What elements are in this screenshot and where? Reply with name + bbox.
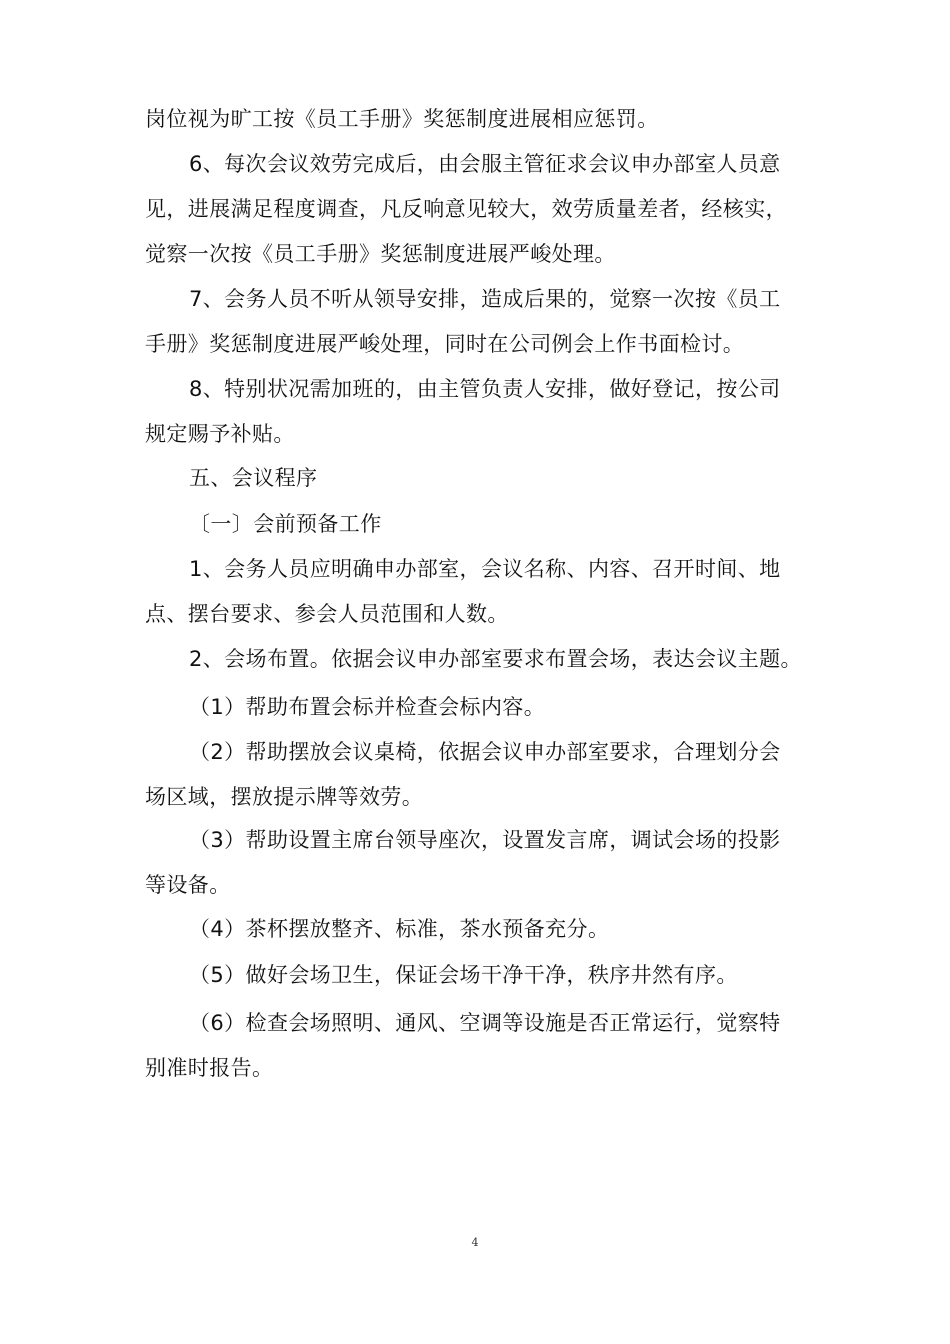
list-item-line: 场区域，摆放提示牌等效劳。 xyxy=(145,785,424,809)
paragraph-line: 规定赐予补贴。 xyxy=(145,422,295,446)
paragraph-line: 点、摆台要求、参会人员范围和人数。 xyxy=(145,602,509,626)
list-item-line: 等设备。 xyxy=(145,873,231,897)
paragraph-line: 1、会务人员应明确申办部室，会议名称、内容、召开时间、地 xyxy=(189,557,781,581)
section-heading: 五、会议程序 xyxy=(189,466,318,490)
list-item-line: （2）帮助摆放会议桌椅，依据会议申办部室要求，合理划分会 xyxy=(189,740,781,764)
paragraph-line: 7、会务人员不听从领导安排，造成后果的，觉察一次按《员工 xyxy=(189,287,781,311)
paragraph-line: 6、每次会议效劳完成后，由会服主管征求会议申办部室人员意 xyxy=(189,152,781,176)
paragraph-line: 觉察一次按《员工手册》奖惩制度进展严峻处理。 xyxy=(145,242,616,266)
list-item-line: （6）检查会场照明、通风、空调等设施是否正常运行，觉察特 xyxy=(189,1011,781,1035)
paragraph-line: 岗位视为旷工按《员工手册》奖惩制度进展相应惩罚。 xyxy=(145,107,659,131)
paragraph-line: 见，进展满足程度调查，凡反响意见较大，效劳质量差者，经核实， xyxy=(145,197,787,221)
paragraph-line: 手册》奖惩制度进展严峻处理，同时在公司例会上作书面检讨。 xyxy=(145,332,745,356)
list-item-line: （5）做好会场卫生，保证会场干净干净，秩序井然有序。 xyxy=(189,963,738,987)
paragraph-line: 2、会场布置。依据会议申办部室要求布置会场，表达会议主题。 xyxy=(189,647,802,671)
paragraph-line: 8、特别状况需加班的，由主管负责人安排，做好登记，按公司 xyxy=(189,377,781,401)
list-item-line: （1）帮助布置会标并检查会标内容。 xyxy=(189,695,546,719)
list-item-line: （3）帮助设置主席台领导座次，设置发言席，调试会场的投影 xyxy=(189,828,781,852)
list-item-line: 别准时报告。 xyxy=(145,1056,274,1080)
list-item-line: （4）茶杯摆放整齐、标准，茶水预备充分。 xyxy=(189,917,610,941)
page-number: 4 xyxy=(471,1236,479,1249)
subsection-heading: 〔一〕会前预备工作 xyxy=(189,512,382,536)
